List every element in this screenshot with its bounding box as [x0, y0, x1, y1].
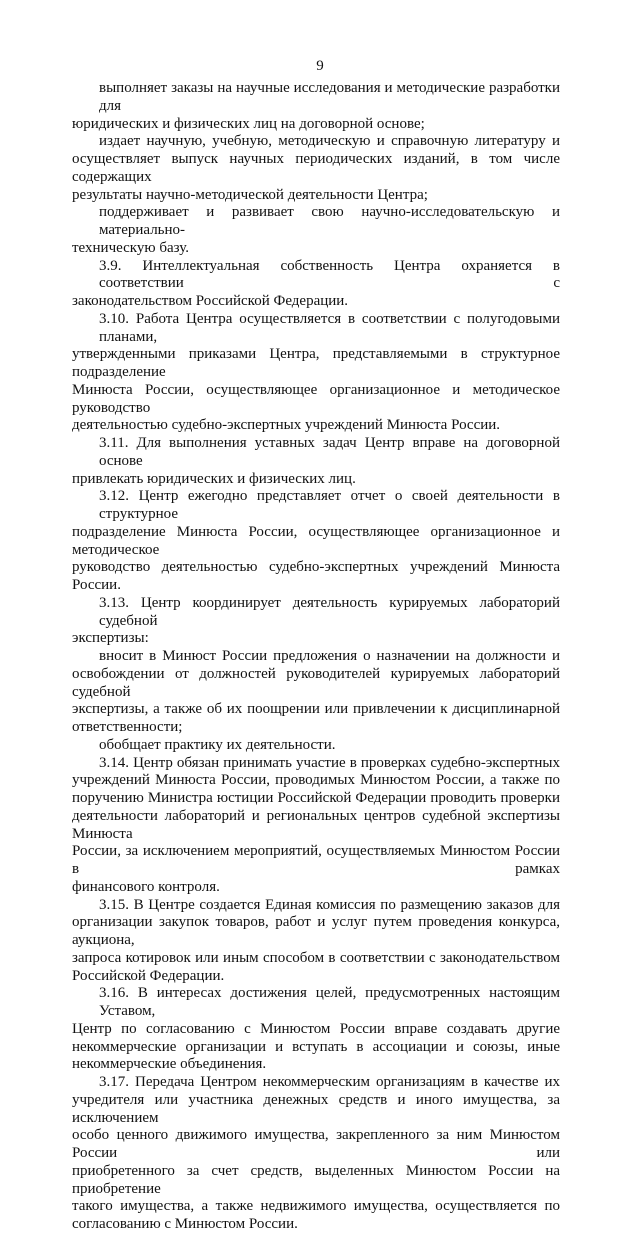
- paragraph: [72, 648, 560, 737]
- text-line: такого имущества, а также недвижимого имущества, осуществляется по: [72, 1198, 560, 1215]
- text-line: ответственности;: [72, 719, 183, 735]
- text-line: руководство деятельностью судебно-экспертных учреждений Минюста России.: [72, 559, 560, 593]
- text-line: деятельностью судебно-экспертных учреждений Минюста России.: [72, 417, 501, 434]
- paragraph: [72, 985, 560, 1074]
- text-line: поручению Министра юстиции Российской Федерации проводить проверки: [72, 790, 560, 806]
- text-line: освобождении от должностей руководителей курируемых лабораторий судебной: [72, 665, 560, 700]
- text-line: 3.12. Центр ежегодно представляет отчет о своей деятельности в структурное: [99, 488, 560, 522]
- paragraph: [72, 595, 560, 648]
- text-line: Российской Федерации.: [72, 967, 225, 984]
- text-line: учредителя или участника денежных средств и иного имущества, за исключением: [72, 1091, 560, 1126]
- paragraph: [72, 1074, 560, 1234]
- text-line: техническую базу.: [72, 239, 189, 256]
- paragraph: [72, 755, 560, 897]
- text-line: Центр по согласованию с Минюстом России вправе создавать другие: [72, 1020, 560, 1037]
- document-body: [72, 80, 560, 1234]
- text-line: осуществляет выпуск научных периодических изданий, в том числе содержащих: [72, 151, 560, 185]
- text-line: экспертизы:: [72, 630, 149, 647]
- text-line: некоммерческие организации и вступать в ассоциации и союзы, иные: [72, 1038, 560, 1055]
- text-line: 3.9. Интеллектуальная собственность Центра охраняется в соответствии с: [99, 257, 560, 292]
- text-line: 3.11. Для выполнения уставных задач Центр вправе на договорной основе: [99, 435, 560, 469]
- text-line: финансового контроля.: [72, 878, 220, 895]
- text-line: 3.14. Центр обязан принимать участие в проверках судебно-экспертных: [99, 754, 560, 771]
- text-line: результаты научно-методической деятельности Центра;: [72, 186, 428, 203]
- text-line: России, за исключением мероприятий, осуществляемых Минюстом России в рамках: [72, 843, 560, 877]
- paragraph: [72, 204, 560, 257]
- text-line: приобретенного за счет средств, выделенных Минюстом России на приобретение: [72, 1162, 560, 1197]
- text-line: издает научную, учебную, методическую и справочную литературу и: [99, 133, 560, 150]
- paragraph: [72, 737, 560, 755]
- text-line: 3.10. Работа Центра осуществляется в соответствии с полугодовыми планами,: [99, 310, 560, 345]
- text-line: особо ценного движимого имущества, закрепленного за ним Минюстом России или: [72, 1127, 560, 1161]
- text-line: обобщает практику их деятельности.: [99, 736, 336, 753]
- text-line: экспертизы, а также об их поощрении или привлечении к дисциплинарной: [72, 701, 560, 718]
- text-line: некоммерческие объединения.: [72, 1056, 267, 1073]
- paragraph: [72, 133, 560, 204]
- text-line: юридических и физических лиц на договорной основе;: [72, 115, 425, 132]
- text-line: организации закупок товаров, работ и услуг путем проведения конкурса, аукциона,: [72, 914, 560, 948]
- text-line: привлекать юридических и физических лиц.: [72, 470, 356, 487]
- paragraph: [72, 258, 560, 311]
- text-line: 3.16. В интересах достижения целей, предусмотренных настоящим Уставом,: [99, 985, 560, 1019]
- paragraph: [72, 311, 560, 435]
- text-line: запроса котировок или иным способом в соответствии с законодательством: [72, 949, 560, 966]
- text-line: утвержденными приказами Центра, представляемыми в структурное подразделение: [72, 346, 560, 380]
- text-line: законодательством Российской Федерации.: [72, 293, 349, 309]
- paragraph: [72, 435, 560, 488]
- text-line: деятельности лабораторий и региональных центров судебной экспертизы Минюста: [72, 807, 560, 842]
- text-line: 3.17. Передача Центром некоммерческим организациям в качестве их: [99, 1074, 560, 1090]
- text-line: подразделение Минюста России, осуществляющее организационное и методическое: [72, 523, 560, 558]
- text-line: 3.15. В Центре создается Единая комиссия по размещению заказов для: [99, 896, 560, 913]
- paragraph: [72, 488, 560, 595]
- text-line: выполняет заказы на научные исследования и методические разработки для: [99, 80, 560, 114]
- text-line: вносит в Минюст России предложения о назначении на должности и: [99, 648, 560, 664]
- paragraph: [72, 80, 560, 133]
- text-line: 3.13. Центр координирует деятельность курируемых лабораторий судебной: [99, 594, 560, 629]
- text-line: поддерживает и развивает свою научно-исследовательскую и материально-: [99, 204, 560, 238]
- paragraph: [72, 897, 560, 986]
- text-line: Минюста России, осуществляющее организационное и методическое руководство: [72, 381, 560, 416]
- text-line: учреждений Минюста России, проводимых Минюстом России, а также по: [72, 772, 560, 789]
- text-line: согласованию с Минюстом России.: [72, 1216, 298, 1232]
- page-number: 9: [316, 58, 324, 74]
